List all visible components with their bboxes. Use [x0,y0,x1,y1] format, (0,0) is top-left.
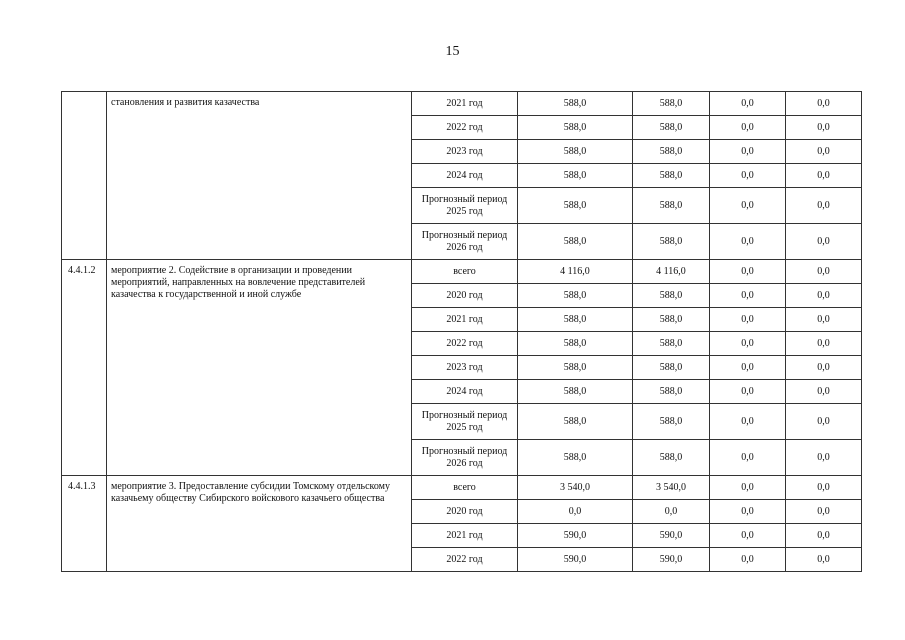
amount-cell-2: 590,0 [633,524,710,548]
amount-cell-2: 4 116,0 [633,260,710,284]
amount-cell-4: 0,0 [786,224,862,260]
amount-cell-2: 588,0 [633,164,710,188]
total-amount-cell: 0,0 [518,500,633,524]
amount-cell-4: 0,0 [786,356,862,380]
total-amount-cell: 588,0 [518,356,633,380]
amount-cell-2: 588,0 [633,92,710,116]
total-amount-cell: 588,0 [518,440,633,476]
amount-cell-2: 588,0 [633,116,710,140]
period-cell: 2021 год [412,524,518,548]
amount-cell-2: 588,0 [633,440,710,476]
table-body [62,92,862,572]
amount-cell-2: 588,0 [633,308,710,332]
amount-cell-4: 0,0 [786,380,862,404]
total-amount-cell: 588,0 [518,164,633,188]
total-amount-cell: 588,0 [518,188,633,224]
total-amount-cell: 588,0 [518,380,633,404]
amount-cell-2: 588,0 [633,356,710,380]
amount-cell-3: 0,0 [710,164,786,188]
amount-cell-4: 0,0 [786,440,862,476]
period-cell: 2022 год [412,548,518,572]
total-amount-cell: 3 540,0 [518,476,633,500]
total-amount-cell: 588,0 [518,140,633,164]
period-cell: Прогнозный период 2025 год [412,404,518,440]
table-row [62,92,862,116]
amount-cell-4: 0,0 [786,476,862,500]
amount-cell-3: 0,0 [710,116,786,140]
amount-cell-3: 0,0 [710,524,786,548]
total-amount-cell: 588,0 [518,116,633,140]
amount-cell-4: 0,0 [786,116,862,140]
amount-cell-3: 0,0 [710,380,786,404]
period-cell: 2024 год [412,164,518,188]
total-amount-cell: 590,0 [518,548,633,572]
period-cell: Прогнозный период 2026 год [412,440,518,476]
period-cell: 2024 год [412,380,518,404]
period-cell: всего [412,476,518,500]
period-cell: Прогнозный период 2026 год [412,224,518,260]
measure-name: становления и развития казачества [107,92,412,260]
total-amount-cell: 588,0 [518,284,633,308]
amount-cell-3: 0,0 [710,308,786,332]
table-row [62,260,862,284]
amount-cell-4: 0,0 [786,140,862,164]
amount-cell-3: 0,0 [710,404,786,440]
amount-cell-4: 0,0 [786,332,862,356]
measure-code: 4.4.1.2 [62,260,107,476]
amount-cell-4: 0,0 [786,188,862,224]
period-cell: 2020 год [412,284,518,308]
total-amount-cell: 588,0 [518,92,633,116]
amount-cell-3: 0,0 [710,356,786,380]
amount-cell-3: 0,0 [710,440,786,476]
amount-cell-2: 588,0 [633,224,710,260]
page-number: 15 [445,44,460,59]
amount-cell-4: 0,0 [786,284,862,308]
measure-code [62,92,107,260]
amount-cell-2: 590,0 [633,548,710,572]
amount-cell-3: 0,0 [710,140,786,164]
amount-cell-2: 588,0 [633,284,710,308]
period-cell: 2022 год [412,116,518,140]
amount-cell-3: 0,0 [710,548,786,572]
amount-cell-2: 588,0 [633,332,710,356]
total-amount-cell: 588,0 [518,404,633,440]
amount-cell-2: 588,0 [633,380,710,404]
period-cell: 2021 год [412,308,518,332]
amount-cell-3: 0,0 [710,188,786,224]
table-row [62,476,862,500]
amount-cell-4: 0,0 [786,524,862,548]
total-amount-cell: 588,0 [518,224,633,260]
total-amount-cell: 4 116,0 [518,260,633,284]
total-amount-cell: 588,0 [518,332,633,356]
amount-cell-3: 0,0 [710,92,786,116]
period-cell: Прогнозный период 2025 год [412,188,518,224]
budget-table [61,91,862,572]
amount-cell-4: 0,0 [786,260,862,284]
period-cell: 2023 год [412,140,518,164]
amount-cell-4: 0,0 [786,404,862,440]
amount-cell-2: 0,0 [633,500,710,524]
amount-cell-2: 588,0 [633,404,710,440]
period-cell: 2022 год [412,332,518,356]
period-cell: всего [412,260,518,284]
amount-cell-4: 0,0 [786,308,862,332]
amount-cell-4: 0,0 [786,500,862,524]
measure-name: мероприятие 2. Содействие в организации и проведении мероприятий, направленных на вовлечение представителей казачества к государственной и иной службе [107,260,412,476]
measure-name: мероприятие 3. Предоставление субсидии Томскому отдельскому казачьему обществу Сибирского войскового казачьего общества [107,476,412,572]
amount-cell-3: 0,0 [710,476,786,500]
total-amount-cell: 588,0 [518,308,633,332]
period-cell: 2020 год [412,500,518,524]
total-amount-cell: 590,0 [518,524,633,548]
amount-cell-3: 0,0 [710,284,786,308]
measure-code: 4.4.1.3 [62,476,107,572]
period-cell: 2021 год [412,92,518,116]
amount-cell-4: 0,0 [786,92,862,116]
amount-cell-2: 588,0 [633,140,710,164]
amount-cell-4: 0,0 [786,548,862,572]
amount-cell-2: 588,0 [633,188,710,224]
amount-cell-3: 0,0 [710,332,786,356]
amount-cell-3: 0,0 [710,500,786,524]
period-cell: 2023 год [412,356,518,380]
amount-cell-3: 0,0 [710,260,786,284]
amount-cell-4: 0,0 [786,164,862,188]
amount-cell-2: 3 540,0 [633,476,710,500]
amount-cell-3: 0,0 [710,224,786,260]
